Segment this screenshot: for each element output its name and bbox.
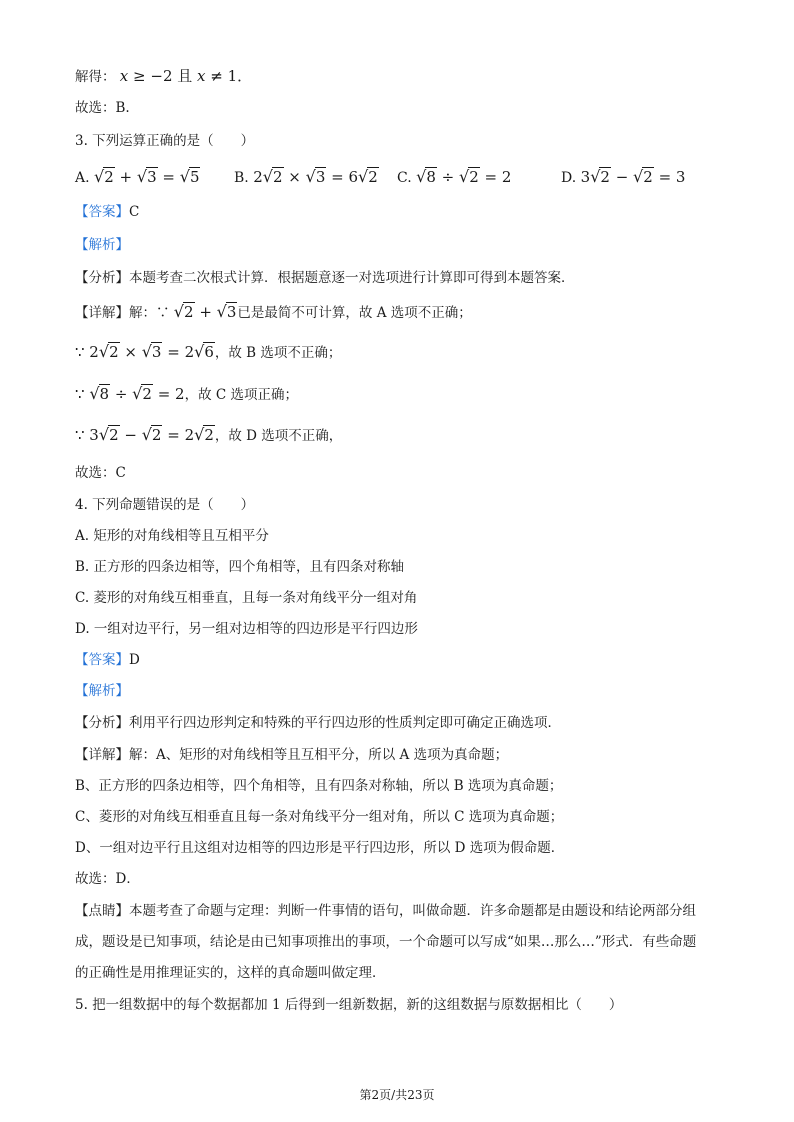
text: 解得： <box>75 69 116 85</box>
detail-text: ，故 C 选项正确； <box>184 387 298 403</box>
inequality: x ≥ −2 且 x ≠ 1． <box>119 67 253 85</box>
option-math: 3√2 − √2 = 3 <box>580 167 686 186</box>
answer-tag: 【答案】 <box>75 204 129 220</box>
answer-value: D <box>129 652 140 668</box>
detail-text: 解：A、矩形的对角线相等且互相平分，所以 A 选项为真命题； <box>129 747 509 763</box>
q4-dianjing-3: 的正确性是用推理证实的，这样的真命题叫做定理． <box>75 965 386 981</box>
analysis-tag: 【解析】 <box>75 237 129 253</box>
option-label: C. <box>397 170 412 186</box>
q4-option-d: D. 一组对边平行，另一组对边相等的四边形是平行四边形 <box>75 621 418 637</box>
detail-tag: 【详解】 <box>75 305 129 321</box>
q3-detail-d <box>75 425 342 446</box>
q3-option-b <box>234 166 379 189</box>
option-math: √2 + √3 = √5 <box>94 167 200 186</box>
fenxi-tag: 【分析】 <box>75 715 129 731</box>
q3-answer <box>75 202 139 222</box>
detail-text: 解：∵ <box>129 305 170 321</box>
fenxi-text: 利用平行四边形判定和特殊的平行四边形的性质判定即可确定正确选项． <box>129 715 561 731</box>
q3-option-d <box>561 166 685 189</box>
fenxi-tag: 【分析】 <box>75 270 129 286</box>
q4-choice: 故选：D． <box>75 871 140 887</box>
option-label: B. <box>234 170 249 186</box>
detail-text: 已是最简不可计算，故 A 选项不正确； <box>237 305 472 321</box>
detail-text: ，故 B 选项不正确； <box>214 345 342 361</box>
choice-line: 故选：B. <box>75 100 130 116</box>
q4-detail-c: C、菱形的对角线互相垂直且每一条对角线平分一组对角，所以 C 选项为真命题； <box>75 809 564 825</box>
q4-detail-a <box>75 745 508 765</box>
detail-tag: 【详解】 <box>75 747 129 763</box>
q3-detail-a <box>75 302 472 323</box>
answer-tag: 【答案】 <box>75 652 129 668</box>
option-math: 2√2 × √3 = 6√2 <box>253 167 378 186</box>
q4-analysis-tag <box>75 681 129 701</box>
q4-detail-b: B、正方形的四条边相等，四个角相等，且有四条对称轴，所以 B 选项为真命题； <box>75 778 563 794</box>
q3-detail-b <box>75 342 341 363</box>
detail-math: ∵ 2√2 × √3 = 2√6 <box>75 342 214 361</box>
q4-dianjing-2: 成，题设是已知事项，结论是由已知事项推出的事项，一个命题可以写成“如果…那么…”形式．有些命题 <box>75 934 697 950</box>
detail-math: ∵ √8 ÷ √2 = 2 <box>75 384 185 403</box>
dianjing-text: 本题考查了命题与定理：判断一件事情的语句，叫做命题．许多命题都是由题设和结论两部分组 <box>129 903 696 919</box>
fenxi-text: 本题考查二次根式计算．根据题意逐一对选项进行计算即可得到本题答案． <box>129 270 575 286</box>
q3-choice: 故选：C <box>75 465 126 481</box>
q3-option-a <box>75 166 200 189</box>
dianjing-tag: 【点睛】 <box>75 903 129 919</box>
q3-fenxi <box>75 268 575 288</box>
detail-math: √2 + √3 <box>173 302 237 321</box>
q4-option-c: C. 菱形的对角线互相垂直，且每一条对角线平分一组对角 <box>75 590 418 606</box>
question-4-stem: 4. 下列命题错误的是（ ） <box>75 497 255 513</box>
q3-option-c <box>397 166 511 189</box>
option-label: D. <box>561 170 577 186</box>
detail-text: ，故 D 选项不正确， <box>214 428 343 444</box>
page-footer: 第2页/共23页 <box>359 1088 435 1102</box>
q4-option-b: B. 正方形的四条边相等，四个角相等，且有四条对称轴 <box>75 559 405 575</box>
question-3-stem: 3. 下列运算正确的是（ ） <box>75 133 255 149</box>
q4-option-a: A. 矩形的对角线相等且互相平分 <box>75 528 269 544</box>
q4-dianjing-1 <box>75 901 696 921</box>
answer-value: C <box>129 204 140 220</box>
q4-answer <box>75 650 140 670</box>
analysis-tag: 【解析】 <box>75 683 129 699</box>
q4-detail-d: D、一组对边平行且这组对边相等的四边形是平行四边形，所以 D 选项为假命题． <box>75 840 565 856</box>
q4-fenxi <box>75 713 561 733</box>
option-label: A. <box>75 170 90 186</box>
question-5-stem: 5. 把一组数据中的每个数据都加 1 后得到一组新数据，新的这组数据与原数据相比（ ） <box>75 997 623 1013</box>
q3-detail-c <box>75 384 298 405</box>
q3-analysis-tag <box>75 235 129 255</box>
detail-math: ∵ 3√2 − √2 = 2√2 <box>75 425 214 444</box>
option-math: √8 ÷ √2 = 2 <box>416 167 512 186</box>
solution-line <box>75 66 252 87</box>
